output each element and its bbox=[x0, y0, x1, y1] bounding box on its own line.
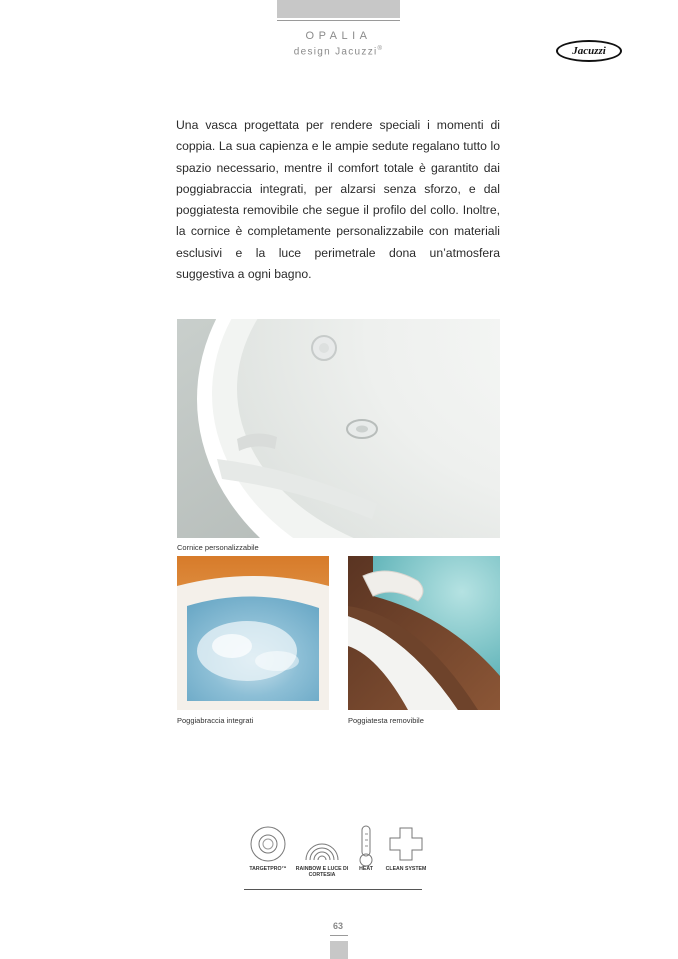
caption-poggiatesta: Poggiatesta removibile bbox=[348, 716, 424, 725]
feature-icons bbox=[244, 824, 434, 890]
logo-text: Jacuzzi bbox=[572, 45, 606, 57]
feature-label: CLEAN SYSTEM bbox=[385, 866, 427, 872]
footer-tab bbox=[330, 941, 348, 959]
caption-cornice: Cornice personalizzabile bbox=[177, 543, 259, 552]
collection-subtitle-text: design Jacuzzi bbox=[293, 46, 378, 58]
feature-label: RAINBOW E LUCE DI CORTESIA bbox=[295, 866, 349, 878]
collection-title: OPALIA bbox=[305, 30, 372, 42]
intro-paragraph: Una vasca progettata per rendere speciali i momenti di coppia. La sua capienza e le ampie sedute regalano tutto lo spazio necessario, mentre il comfort totale è garantito dai poggiabraccia integrati, per alzarsi senza sforzo, e dal poggiatesta removibile che segue il profilo del collo. Inoltre, la cornice è completamente personalizzabile con materiali esclusivi e la luce perimetrale dona un’atmosfera suggestiva a ogni bagno. bbox=[176, 118, 500, 282]
caption-poggiabraccia: Poggiabraccia integrati bbox=[177, 716, 254, 725]
registered-mark: ® bbox=[377, 46, 384, 52]
photo-armrests bbox=[177, 556, 329, 710]
jacuzzi-logo bbox=[556, 40, 622, 62]
feature-heat bbox=[356, 824, 376, 873]
photo-headrest bbox=[348, 556, 500, 710]
collection-subtitle bbox=[277, 46, 400, 57]
clean-system-cross-icon bbox=[388, 824, 424, 862]
feature-label: HEAT bbox=[359, 866, 373, 872]
page-number: 63 bbox=[332, 921, 343, 931]
feature-label: TARGETPRO™ bbox=[249, 866, 287, 872]
feature-clean-system bbox=[385, 824, 427, 872]
photo-tub-frame bbox=[177, 319, 500, 538]
features-rule bbox=[244, 889, 422, 890]
heat-thermometer-icon bbox=[356, 824, 376, 868]
header-tab bbox=[277, 0, 400, 18]
feature-rainbow bbox=[295, 824, 349, 878]
page-number-rule bbox=[330, 935, 348, 936]
rainbow-icon bbox=[302, 824, 342, 862]
targetpro-icon bbox=[250, 824, 286, 862]
header-rule bbox=[277, 20, 400, 21]
feature-targetpro bbox=[249, 824, 287, 872]
